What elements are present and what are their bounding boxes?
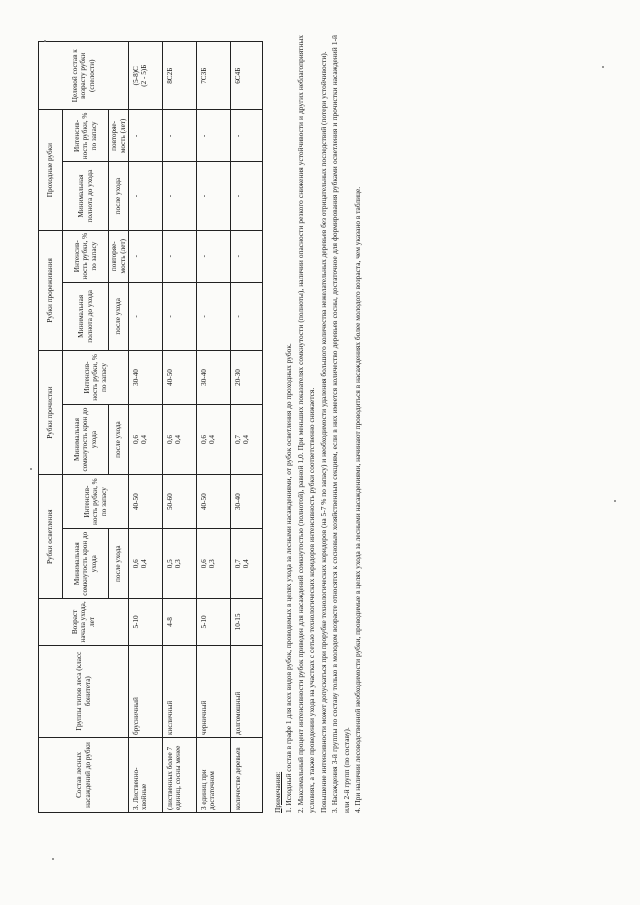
header-composition: Состав лесных насаждений до рубки [39, 737, 129, 812]
group-label: (лиственных более 7 единиц, сосны менее [163, 737, 197, 812]
thinning-density-cell: - [231, 282, 263, 350]
group-label: 3 единиц при достаточном [197, 737, 231, 812]
age-cell: 5-10 [129, 599, 163, 645]
header-intensity: Интенсив- ность рубки, % по запасу [63, 110, 109, 162]
thinning-intensity-cell: - [197, 230, 231, 282]
header-passing: Проходные рубки [39, 110, 63, 230]
lightening-closure-cell: 0,7 0,4 [231, 529, 263, 599]
cleaning-closure-cell: 0,6 0,4 [197, 404, 231, 474]
target-cell: (5-8)С (2 - 5)Б [129, 42, 163, 110]
header-after-care: после ухода [109, 282, 129, 350]
header-start-age: Возраст начала ухода, лет [39, 599, 129, 645]
header-min-density: Минимальная полнота до ухода [63, 162, 109, 230]
forest-type-cell: брусничный [129, 645, 163, 737]
cleaning-intensity-cell: 30-40 [129, 351, 163, 405]
scan-speck [30, 468, 32, 470]
table-row [231, 42, 263, 813]
header-target: Целевой состав к возрасту рубки (спелости) [39, 42, 129, 110]
passing-density-cell: - [231, 162, 263, 230]
age-cell: 5-10 [197, 599, 231, 645]
header-forest-type: Группы типов леса (класс бонитета) [39, 645, 129, 737]
cleaning-intensity-cell: 20-30 [231, 351, 263, 405]
header-after-care: после ухода [109, 529, 129, 599]
header-intensity: Интенсив- ность рубки, % по запасу [63, 475, 129, 529]
scan-speck [602, 66, 604, 68]
target-cell: 6С4Б [231, 42, 263, 110]
note-item: 2. Максимальный процент интенсивности рубок приведен для насаждений сомкнутостью (полнотой), равной 1,0. При меньших показателях сомкнутости (полноты), наличии опасности резкого снижения устойчивости и других неблагоприятных условиях, а также проведении ухода на участках с сетью технологических коридоров интенсивность рубки соответственно снижается. [295, 35, 317, 813]
header-min-closure: Минимальная сомкнутость крон до ухода [63, 404, 109, 474]
thinning-density-cell: - [197, 282, 231, 350]
passing-intensity-cell: - [231, 110, 263, 162]
forest-type-cell: кисличный [163, 645, 197, 737]
cleaning-closure-cell: 0,6 0,4 [163, 404, 197, 474]
lightening-closure-cell: 0,6 0,4 [129, 529, 163, 599]
lightening-intensity-cell: 40-50 [197, 475, 231, 529]
target-cell: 8С2Б [163, 42, 197, 110]
header-after-care: после ухода [109, 162, 129, 230]
passing-intensity-cell: - [129, 110, 163, 162]
lightening-closure-cell: 0,5 0,3 [163, 529, 197, 599]
header-thinning: Рубки прореживания [39, 230, 63, 350]
thinning-density-cell: - [129, 282, 163, 350]
passing-density-cell: - [197, 162, 231, 230]
lightening-intensity-cell: 50-60 [163, 475, 197, 529]
thinning-intensity-cell: - [231, 230, 263, 282]
group-label: количестве деревьев [231, 737, 263, 812]
header-repeat: повторяе- мость (лет) [109, 110, 129, 162]
forest-type-cell: черничный [197, 645, 231, 737]
age-cell: 10-15 [231, 599, 263, 645]
note-item: 4. При наличии лесоводственной необходимости рубки, проводимые в целях ухода за лесными насаждениями, начинают проводиться в насаждениях более молодого возраста, чем указано в таблице. [353, 186, 363, 813]
thinning-intensity-cell: - [163, 230, 197, 282]
passing-intensity-cell: - [197, 110, 231, 162]
care-felling-table [38, 41, 263, 813]
passing-density-cell: - [129, 162, 163, 230]
notes-block [272, 35, 364, 813]
lightening-intensity-cell: 30-40 [231, 475, 263, 529]
note-item: Повышение интенсивности может допускаться при прорубке технологических коридоров (на 5-7 % по запасу) и необходимости удаления большого количества нежелательных деревьев без отрицательных последствий (потери устойчивости). [318, 51, 328, 813]
cleaning-intensity-cell: 40-50 [163, 351, 197, 405]
scan-speck [44, 40, 46, 42]
table-row [163, 42, 197, 813]
passing-density-cell: - [163, 162, 197, 230]
header-min-density: Минимальная полнота до ухода [63, 282, 109, 350]
scan-speck [614, 500, 616, 502]
header-intensity: Интенсив- ность рубки, % по запасу [63, 230, 109, 282]
note-item: 1. Исходный состав в графе 1 для всех видов рубок, проводимых в целях ухода за лесными насаждениями, от рубок осветления до проходных рубок. [284, 343, 294, 813]
group-label: 3. Лиственно- хвойные [129, 737, 163, 812]
thinning-intensity-cell: - [129, 230, 163, 282]
cleaning-closure-cell: 0,6 0,4 [129, 404, 163, 474]
cleaning-closure-cell: 0,7 0,4 [231, 404, 263, 474]
note-item: 3. Насаждения 3-й группы по составу только в молодом возрасте относятся к сосновым хозяйственным секциям, если в них имеется количество деревьев сосны, достаточное для формирования рубками осветления и прочистки насаждений 1-й или 2-й групп (по составу). [330, 35, 351, 813]
header-lightening: Рубки осветления [39, 475, 63, 599]
passing-intensity-cell: - [163, 110, 197, 162]
scan-speck [52, 858, 54, 860]
header-min-closure: Минимальная сомкнутость крон до ухода [63, 529, 109, 599]
lightening-intensity-cell: 40-50 [129, 475, 163, 529]
target-cell: 7С3Б [197, 42, 231, 110]
header-after-care: после ухода [109, 404, 129, 474]
table-row [197, 42, 231, 813]
age-cell: 4-8 [163, 599, 197, 645]
notes-title: Примечания: [273, 771, 282, 813]
header-intensity: Интенсив- ность рубки, % по запасу [63, 351, 129, 405]
header-cleaning: Рубки прочистки [39, 351, 63, 475]
header-repeat: повторяе- мость (лет) [109, 230, 129, 282]
table-row [129, 42, 163, 813]
thinning-density-cell: - [163, 282, 197, 350]
lightening-closure-cell: 0,6 0,3 [197, 529, 231, 599]
cleaning-intensity-cell: 30-40 [197, 351, 231, 405]
forest-type-cell: долгомошный [231, 645, 263, 737]
